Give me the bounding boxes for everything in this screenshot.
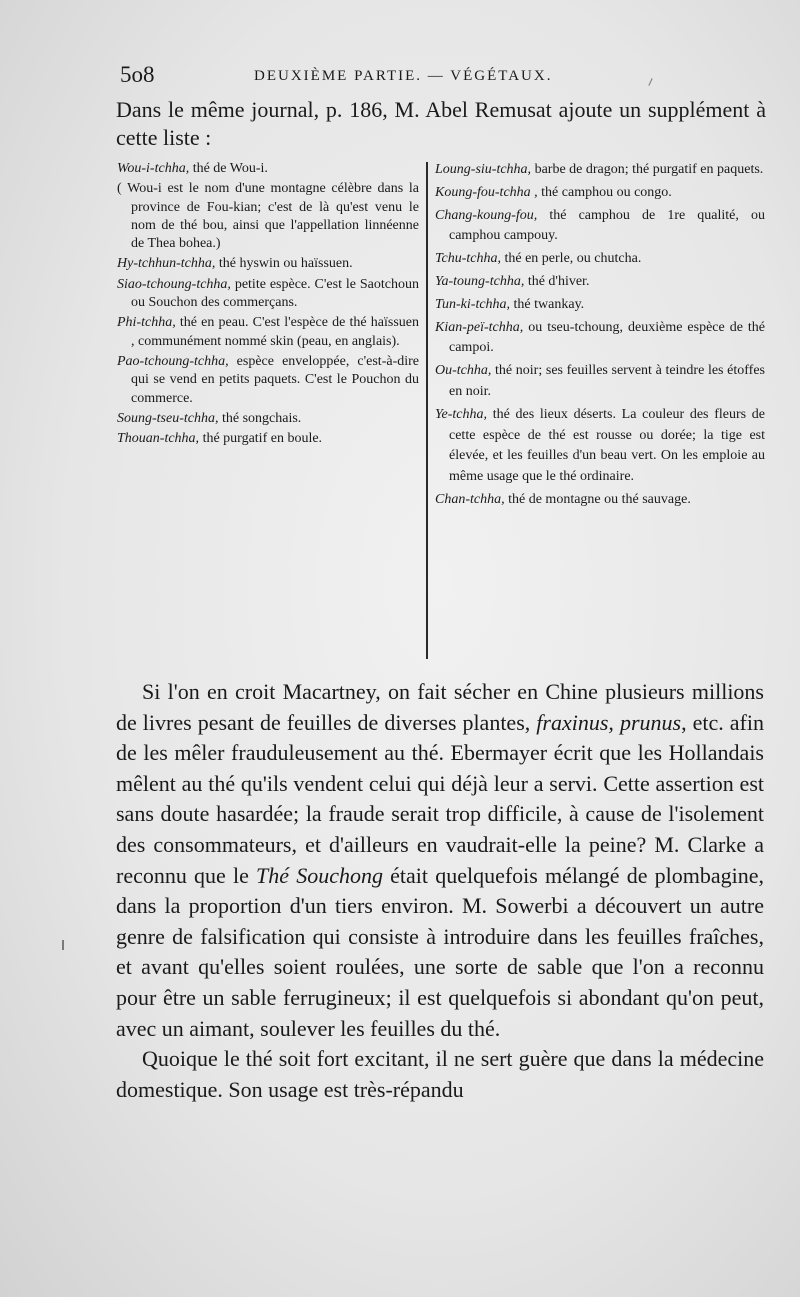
tea-entry xyxy=(435,490,765,511)
tea-description: thé camphou de 1re qualité, ou camphou campouy. xyxy=(449,207,765,244)
tea-description: thé des lieux déserts. La couleur des fleurs de cette espèce de thé est rousse ou dorée; la tige est élevée, et les feuilles d'un beau vert. On les emploie au même usage que le thé ordinaire. xyxy=(449,406,765,485)
tea-description: thé purgatif en boule. xyxy=(199,431,323,447)
tea-description: ( Wou-i est le nom d'une montagne célèbre dans la province de Fou-kian; c'est de là qu'est venu le nom de thé bou, ainsi que l'appellation linnéenne de Thea bohea.) xyxy=(117,181,419,252)
tea-term: Wou-i-tchha, xyxy=(117,161,190,176)
tea-entry xyxy=(117,255,419,273)
tea-entry xyxy=(435,206,765,248)
tea-description: thé camphou ou congo. xyxy=(537,184,672,200)
tea-description: thé songchais. xyxy=(218,410,302,426)
tea-entry xyxy=(117,160,419,178)
tea-term: Hy-tchhun-tchha, xyxy=(117,256,216,272)
tea-description: espèce enveloppée, c'est-à-dire qui se vend en petits paquets. C'est le Pouchon du commerce. xyxy=(131,353,419,406)
tea-term: Koung-fou-tchha , xyxy=(435,184,538,200)
tea-entry xyxy=(435,405,765,488)
italic-plant-names: fraxinus, prunus xyxy=(536,709,682,735)
tea-description: thé d'hiver. xyxy=(524,273,590,289)
tea-term: Chang-koung-fou, xyxy=(435,207,538,223)
tea-term: Soung-tseu-tchha, xyxy=(117,410,219,426)
running-title: DEUXIÈME PARTIE. — VÉGÉTAUX. xyxy=(254,68,553,84)
tea-entry xyxy=(117,430,419,448)
italic-tea-name: Thé Souchong xyxy=(256,862,383,888)
tea-term: Kian-peï-tchha, xyxy=(435,319,524,335)
tea-description: petite espèce. C'est le Saotchoun ou Souchon des commerçans. xyxy=(131,276,419,311)
tea-description: ou tseu-tchoung, deuxième espèce de thé campoi. xyxy=(449,319,765,356)
tea-list-right-column xyxy=(435,160,765,513)
margin-mark xyxy=(62,940,64,950)
tea-entry xyxy=(435,160,765,181)
tea-term: Thouan-tchha, xyxy=(117,431,200,447)
tea-entry xyxy=(117,276,419,313)
running-head xyxy=(120,62,760,92)
tea-term: Tun-ki-tchha, xyxy=(435,296,511,312)
tea-description: thé noir; ses feuilles servent à teindre les étoffes en noir. xyxy=(449,363,765,399)
paragraph-falsification: Si l'on en croit Macartney, on fait sécher en Chine plusieurs millions de livres pesant de feuilles de diverses plantes, fraxinus, prunus, etc. afin de les mêler frauduleusement au thé. Ebermayer écrit que les Hollandais mêlent au thé qu'ils vendent celui qui déjà leur a servi. Cette assertion est sans doute hasardée; la fraude serait trop difficile, à cause de l'isolement des consommateurs, et d'ailleurs en vaudrait-elle la peine? M. Clarke a reconnu que le Thé Souchong était quelquefois mélangé de plombagine, dans la proportion d'un tiers environ. M. Sowerbi a découvert un autre genre de falsification qui consiste à introduire dans les feuilles fraîches, et avant qu'elles soient roulées, une sorte de sable que l'on a reconnu pour être un sable ferrugineux; il est quelquefois si abondant qu'on peut, avec un aimant, soulever les feuilles du thé. xyxy=(116,679,765,1041)
main-text xyxy=(116,677,764,1105)
intro-paragraph: Dans le même journal, p. 186, M. Abel Remusat ajoute un supplément à cette liste : xyxy=(116,97,766,150)
tea-entry xyxy=(117,314,419,351)
tea-entry xyxy=(435,361,765,403)
tea-term: Phi-tchha, xyxy=(117,315,176,331)
tea-description: thé de Wou-i. xyxy=(189,161,268,176)
page-number: 5o8 xyxy=(120,62,155,87)
tea-term: Tchu-tchha, xyxy=(435,251,501,267)
tea-description: thé de montagne ou thé sauvage. xyxy=(504,491,691,507)
tea-description: barbe de dragon; thé purgatif en paquets. xyxy=(531,162,764,177)
tea-term: Pao-tchoung-tchha, xyxy=(117,353,229,369)
tea-term: Chan-tchha, xyxy=(435,491,505,507)
tea-description: thé en peau. C'est l'espèce de thé haïssuen , communément nommé skin (peau, en anglais). xyxy=(131,315,419,349)
tea-description: thé en perle, ou chutcha. xyxy=(500,251,642,267)
tea-term: Siao-tchoung-tchha, xyxy=(117,276,231,292)
tea-entry xyxy=(435,249,765,270)
column-divider xyxy=(426,162,428,659)
tea-entry xyxy=(435,272,765,293)
tea-term: Ya-toung-tchha, xyxy=(435,273,525,289)
tea-entry xyxy=(435,295,765,316)
tea-entry xyxy=(117,353,419,408)
tea-entry xyxy=(117,410,419,428)
tea-list-left-column xyxy=(117,160,419,450)
tea-entry xyxy=(435,318,765,360)
tea-list xyxy=(117,160,767,660)
tea-term: Ye-tchha, xyxy=(435,406,487,422)
tea-entry xyxy=(435,183,765,204)
tea-term: Ou-tchha, xyxy=(435,363,492,379)
tea-term: Loung-siu-tchha, xyxy=(435,162,532,177)
tea-description: thé twankay. xyxy=(510,296,585,312)
paragraph-usage: Quoique le thé soit fort excitant, il ne sert guère que dans la médecine domestique. Son usage est très-répandu xyxy=(116,1046,764,1102)
tea-entry xyxy=(117,180,419,253)
tea-description: thé hyswin ou haïssuen. xyxy=(215,256,353,272)
